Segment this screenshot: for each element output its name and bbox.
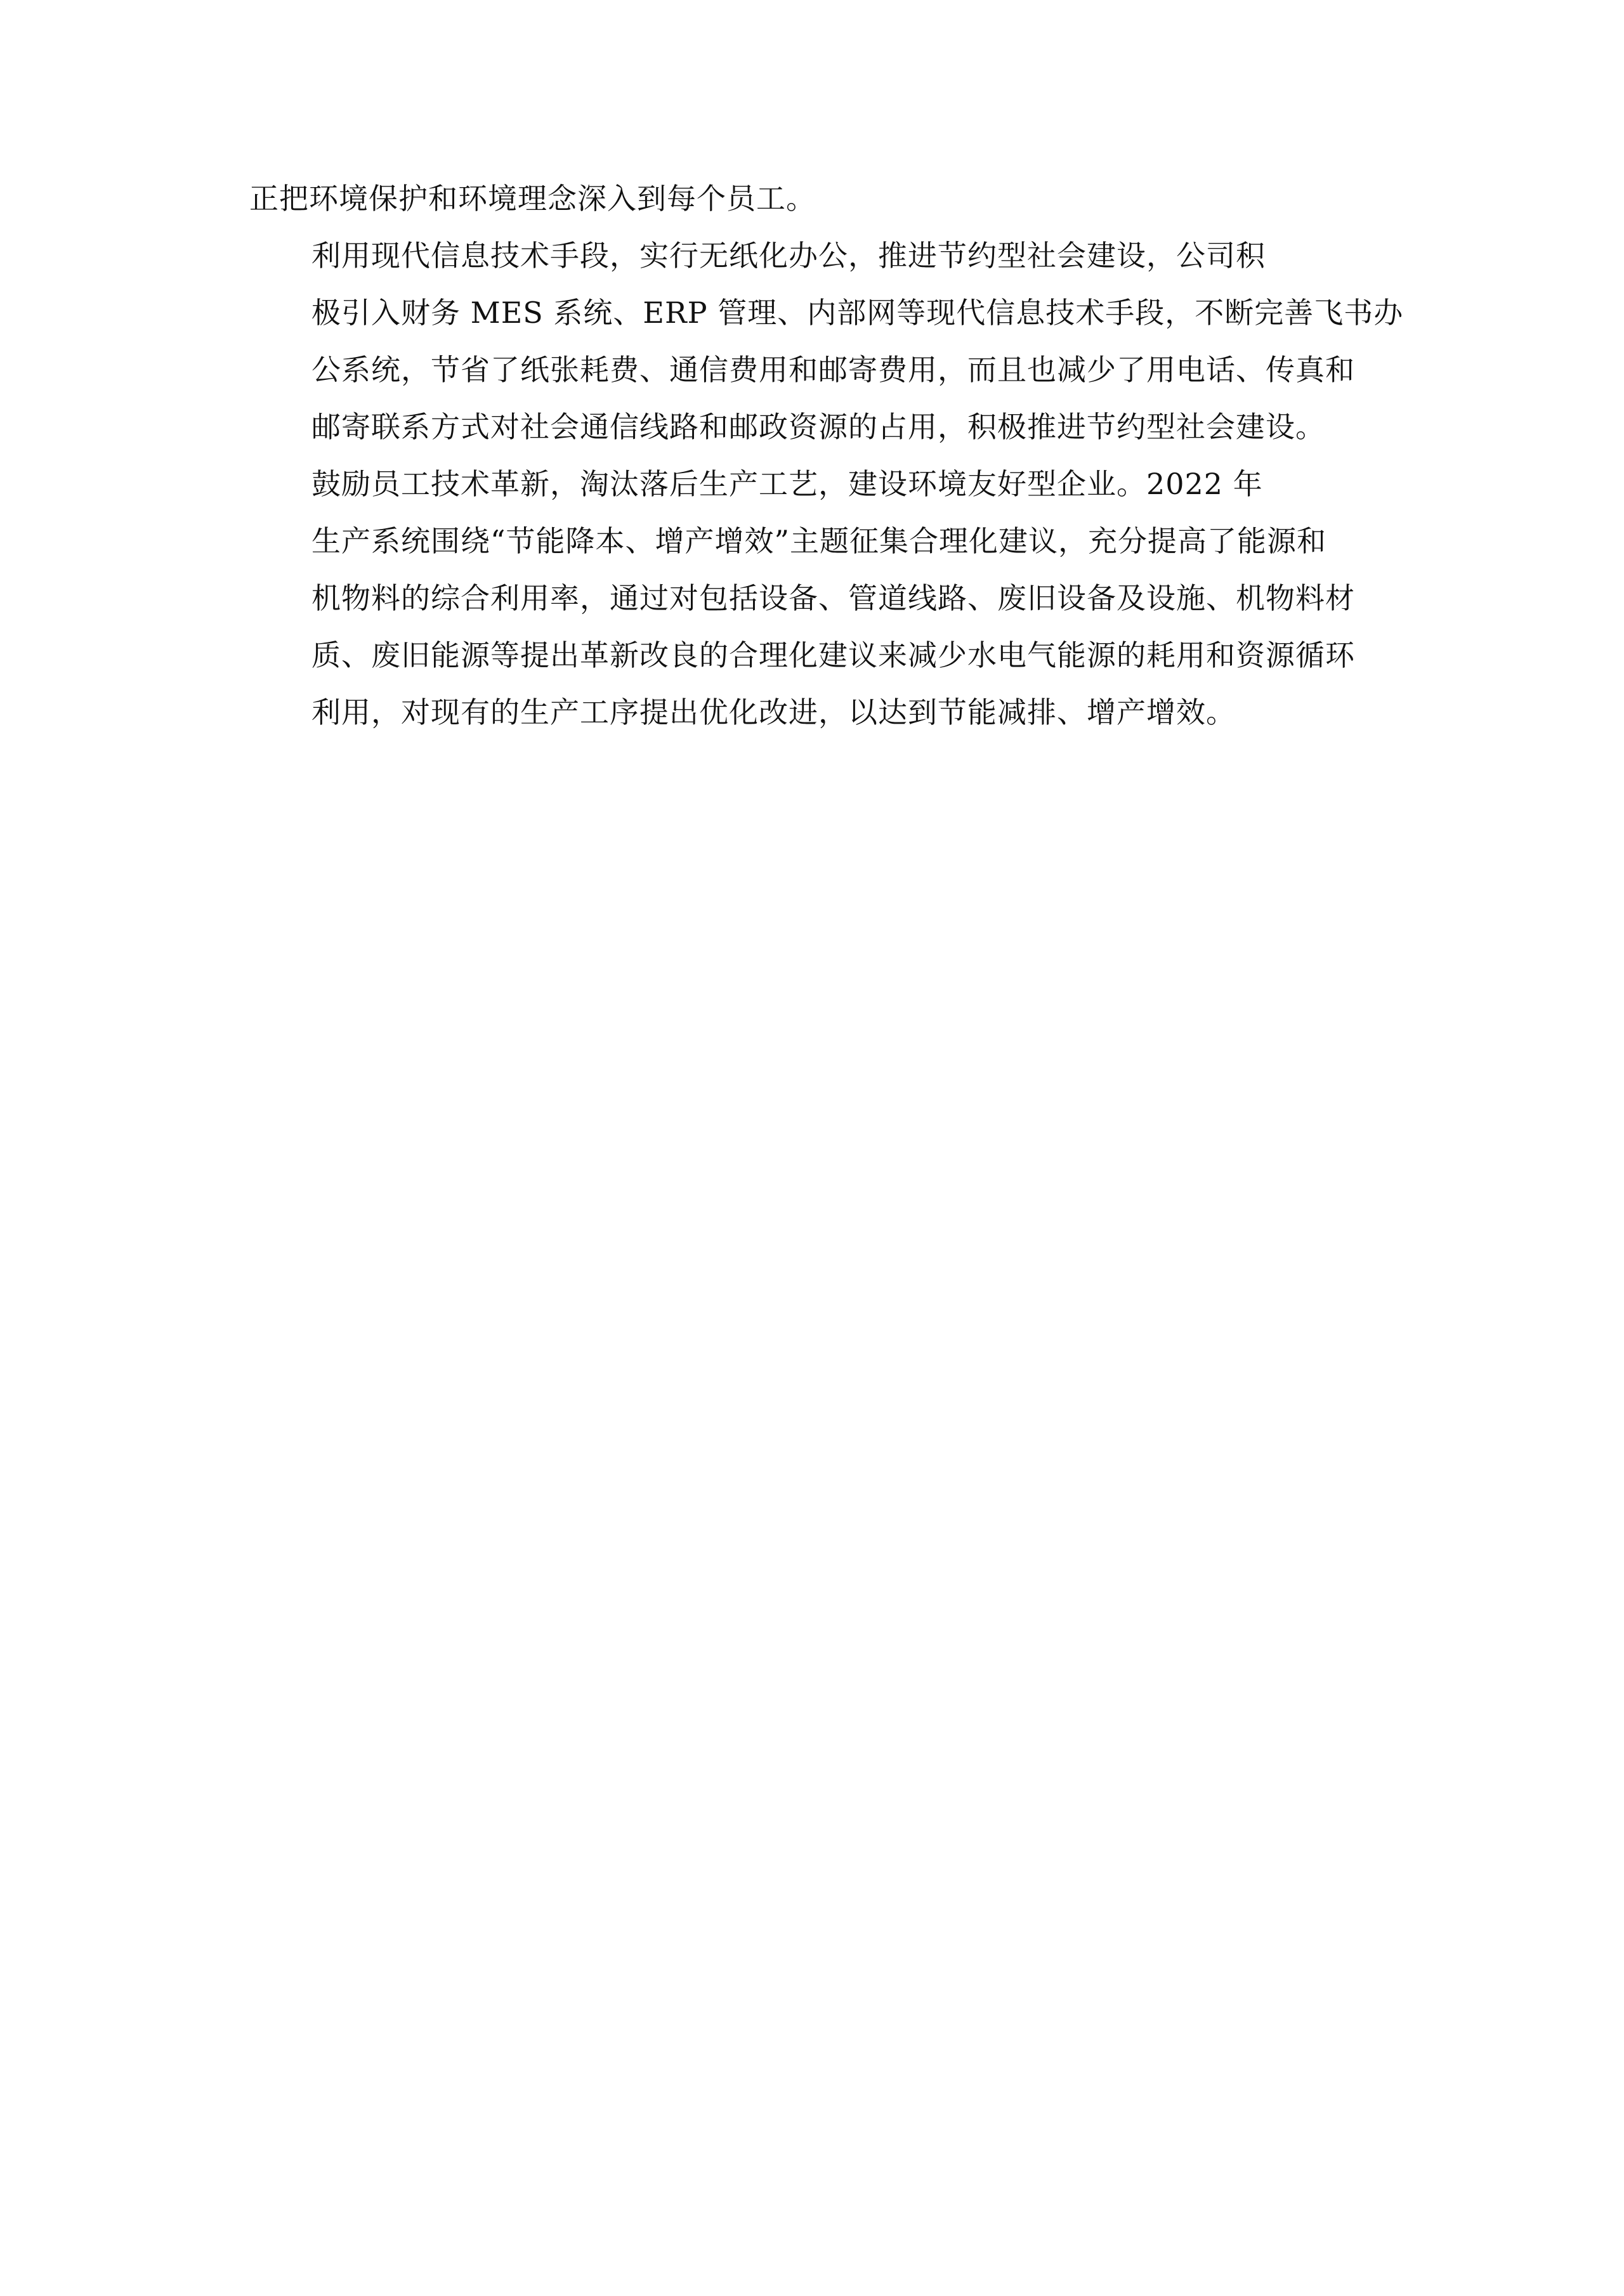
paragraph-3 — [249, 455, 1391, 741]
paragraph-2 — [249, 227, 1404, 455]
paragraph-line: 公系统，节省了纸张耗费、通信费用和邮寄费用，而且也减少了用电话、传真和 — [311, 353, 1355, 387]
paragraph-1 — [249, 170, 1391, 227]
paragraph-line: 极引入财务 MES 系统、ERP 管理、内部网等现代信息技术手段，不断完善飞书办 — [311, 296, 1404, 330]
paragraph-line: 机物料的综合利用率，通过对包括设备、管道线路、废旧设备及设施、机物料材 — [311, 581, 1355, 615]
paragraph-line: 质、废旧能源等提出革新改良的合理化建议来减少水电气能源的耗用和资源循环 — [311, 638, 1355, 672]
paragraph-line: 邮寄联系方式对社会通信线路和邮政资源的占用，积极推进节约型社会建设。 — [311, 410, 1325, 444]
document-body — [249, 170, 1404, 741]
paragraph-line: 鼓励员工技术革新，淘汰落后生产工艺，建设环境友好型企业。2022 年 — [311, 467, 1263, 501]
paragraph-line: 利用，对现有的生产工序提出优化改进，以达到节能减排、增产增效。 — [311, 695, 1236, 729]
paragraph-line: 正把环境保护和环境理念深入到每个员工。 — [249, 181, 816, 216]
paragraph-line: 利用现代信息技术手段，实行无纸化办公，推进节约型社会建设，公司积 — [311, 238, 1266, 273]
paragraph-line: 生产系统围绕“节能降本、增产增效”主题征集合理化建议，充分提高了能源和 — [311, 524, 1327, 558]
